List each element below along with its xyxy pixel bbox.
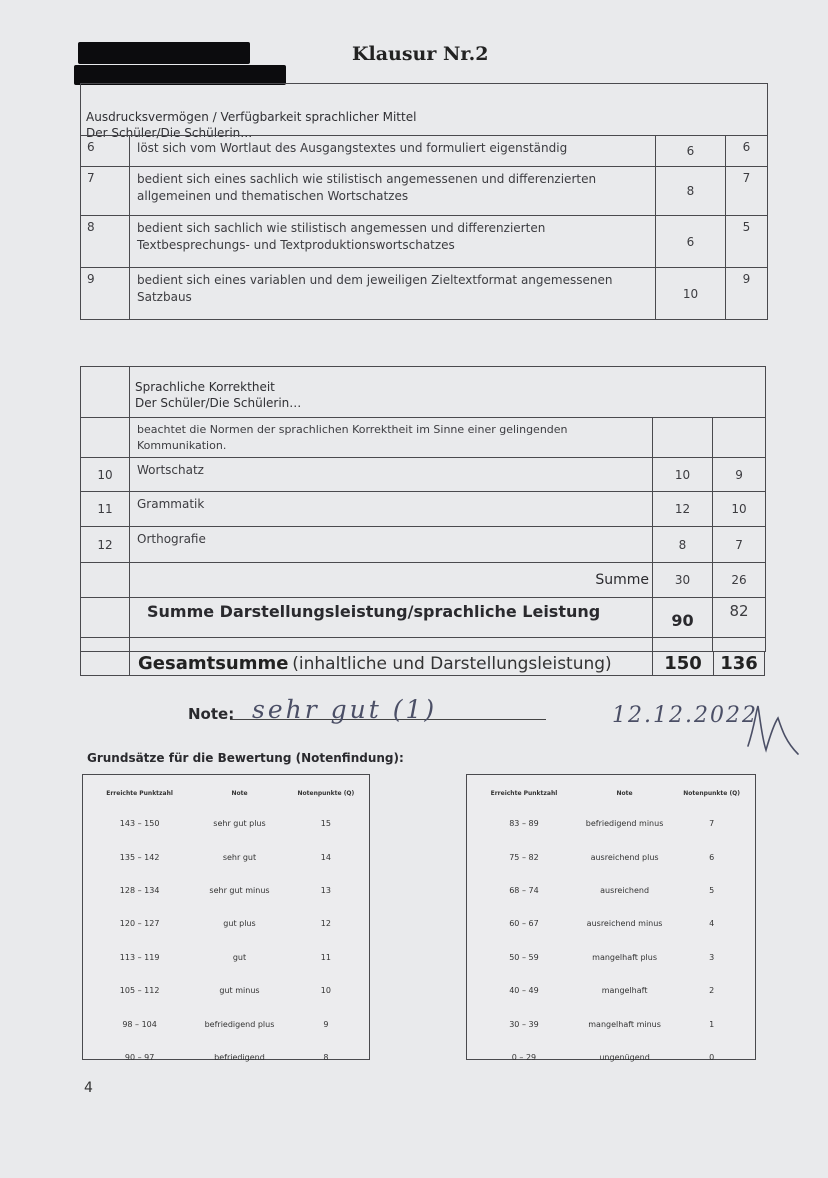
grade-points: 2 — [709, 986, 715, 996]
grade-label: gut — [232, 952, 247, 962]
table-row — [81, 458, 766, 492]
grade-row — [91, 941, 361, 974]
table-row — [81, 563, 766, 598]
column-header: Erreichte Punktzahl — [106, 789, 173, 797]
points-range: 75 – 82 — [509, 852, 539, 862]
points-range: 90 – 97 — [124, 1052, 155, 1062]
grading-table-right — [466, 774, 756, 1060]
criterion-number: 7 — [81, 167, 130, 216]
column-header: Notenpunkte (Q) — [683, 789, 741, 797]
darstellung-max: 90 — [653, 598, 713, 638]
grade-label: ausreichend — [600, 885, 650, 895]
gesamtsumme-row — [80, 651, 765, 676]
grade-row — [91, 840, 361, 873]
table-row — [81, 136, 768, 167]
table-row — [81, 268, 768, 320]
section2-intro: beachtet die Normen der sprachlichen Korrektheit im Sinne einer gelingenden Kommunikation. — [130, 418, 653, 458]
grade-label: befriedigend plus — [204, 1019, 275, 1029]
table-row — [81, 492, 766, 527]
darstellung-label: Summe Darstellungsleistung/sprachliche Leistung — [130, 598, 653, 638]
score-points: 5 — [726, 216, 768, 268]
score-points: 7 — [713, 527, 766, 563]
points-range: 30 – 39 — [509, 1019, 539, 1029]
grade-label: mangelhaft — [601, 986, 648, 996]
signature — [744, 698, 804, 758]
score-points: 9 — [713, 458, 766, 492]
max-points: 8 — [656, 167, 726, 216]
grade-points: 5 — [709, 885, 715, 895]
column-header: Note — [616, 789, 633, 797]
table-row — [81, 598, 766, 638]
page-number: 4 — [84, 1080, 93, 1096]
grade-points: 11 — [320, 952, 331, 962]
table-row — [81, 367, 766, 418]
score-points: 6 — [726, 136, 768, 167]
grade-label: sehr gut plus — [213, 819, 266, 829]
criteria-table-1 — [80, 135, 768, 320]
column-header: Erreichte Punktzahl — [490, 789, 558, 797]
criterion-number: 9 — [81, 268, 130, 320]
score-points: 10 — [713, 492, 766, 527]
gesamt-label: Gesamtsumme — [138, 653, 289, 674]
gesamt-score: 136 — [714, 652, 765, 676]
page-title: Klausur Nr.2 — [352, 43, 489, 65]
criterion-text: Grammatik — [130, 492, 653, 527]
grade-points: 8 — [323, 1052, 329, 1062]
table-row — [81, 418, 766, 458]
grade-row — [475, 1041, 747, 1074]
points-range: 68 – 74 — [509, 885, 539, 895]
grade-row — [475, 840, 747, 873]
grade-row — [475, 807, 747, 840]
criterion-text: bedient sich sachlich wie stilistisch angemessen und differenzierten Textbesprechungs- und Textproduktionswortschatzes — [130, 216, 656, 268]
criterion-number: 8 — [81, 216, 130, 268]
grade-row — [475, 1007, 747, 1040]
points-range: 83 – 89 — [509, 819, 539, 829]
section1-heading: Ausdrucksvermögen / Verfügbarkeit sprachlicher Mittel — [86, 110, 417, 124]
redaction-bar-1 — [78, 42, 250, 64]
section2-heading: Sprachliche Korrektheit — [135, 380, 275, 394]
note-label: Note: — [188, 705, 235, 723]
summe-score: 26 — [713, 563, 766, 598]
grade-row — [91, 874, 361, 907]
grade-points: 12 — [320, 919, 331, 929]
max-points: 6 — [656, 216, 726, 268]
max-points: 6 — [656, 136, 726, 167]
grade-label: mangelhaft minus — [588, 1019, 661, 1029]
score-points: 9 — [726, 268, 768, 320]
points-range: 0 – 29 — [511, 1052, 537, 1062]
criterion-text: bedient sich eines variablen und dem jeweiligen Zieltextformat angemessenen Satzbaus — [130, 268, 656, 320]
criterion-text: Orthografie — [130, 527, 653, 563]
max-points: 10 — [653, 458, 713, 492]
grade-row — [91, 807, 361, 840]
grade-points: 0 — [709, 1052, 715, 1062]
grade-points: 9 — [323, 1019, 329, 1029]
table-row — [81, 527, 766, 563]
points-range: 60 – 67 — [509, 919, 539, 929]
criterion-text: Wortschatz — [130, 458, 653, 492]
grade-points: 7 — [709, 819, 715, 829]
grade-points: 14 — [320, 852, 331, 862]
grading-table-left — [82, 774, 370, 1060]
points-range: 143 – 150 — [119, 819, 160, 829]
column-header: Notenpunkte (Q) — [297, 789, 355, 797]
score-points: 7 — [726, 167, 768, 216]
grade-label: ausreichend minus — [586, 919, 663, 929]
grade-row — [475, 941, 747, 974]
grade-points: 3 — [709, 952, 715, 962]
section-ausdruck — [80, 83, 768, 140]
criterion-text: löst sich vom Wortlaut des Ausgangstextes und formuliert eigenständig — [130, 136, 656, 167]
darstellung-score: 82 — [713, 598, 766, 638]
note-value: sehr gut (1) — [252, 695, 438, 724]
criterion-number: 11 — [81, 492, 130, 527]
points-range: 113 – 119 — [119, 952, 160, 962]
column-header: Note — [231, 789, 248, 797]
criterion-number: 12 — [81, 527, 130, 563]
points-range: 50 – 59 — [509, 952, 539, 962]
grade-label: befriedigend — [214, 1052, 265, 1062]
criteria-table-2 — [80, 366, 766, 652]
grade-points: 13 — [320, 885, 331, 895]
gesamt-max: 150 — [653, 652, 714, 676]
points-range: 105 – 112 — [119, 986, 160, 996]
points-range: 98 – 104 — [122, 1019, 157, 1029]
redaction-bar-2 — [74, 65, 286, 85]
grade-points: 10 — [320, 986, 331, 996]
grade-row — [475, 907, 747, 940]
table-row — [81, 167, 768, 216]
grade-points: 6 — [709, 852, 715, 862]
grade-label: mangelhaft plus — [592, 952, 658, 962]
grade-label: sehr gut minus — [209, 885, 270, 895]
grade-label: befriedigend minus — [585, 819, 664, 829]
summe-label: Summe — [130, 563, 653, 598]
grade-points: 4 — [709, 919, 715, 929]
grade-label: ausreichend plus — [590, 852, 659, 862]
note-date: 12.12.2022 — [612, 703, 758, 728]
grade-row — [475, 874, 747, 907]
grade-label: sehr gut — [222, 852, 257, 862]
summe-max: 30 — [653, 563, 713, 598]
max-points: 8 — [653, 527, 713, 563]
grading-heading: Grundsätze für die Bewertung (Notenfindung): — [87, 751, 404, 765]
gesamt-suffix: (inhaltliche und Darstellungsleistung) — [292, 654, 612, 674]
grade-label: ungenügend — [599, 1052, 650, 1062]
points-range: 128 – 134 — [119, 885, 160, 895]
criterion-number: 10 — [81, 458, 130, 492]
points-range: 120 – 127 — [119, 919, 160, 929]
grade-row — [91, 974, 361, 1007]
max-points: 10 — [656, 268, 726, 320]
points-range: 40 – 49 — [509, 986, 539, 996]
grade-points: 1 — [709, 1019, 715, 1029]
grade-row — [91, 907, 361, 940]
criterion-text: bedient sich eines sachlich wie stilistisch angemessenen und differenzierten allgemeinen und thematischen Wortschatzes — [130, 167, 656, 216]
grade-label: gut plus — [223, 919, 256, 929]
grade-label: gut minus — [219, 986, 260, 996]
section1-subheading: Der Schüler/Die Schülerin… — [86, 126, 253, 140]
grade-row — [91, 1041, 361, 1074]
points-range: 135 – 142 — [119, 852, 160, 862]
table-row — [81, 216, 768, 268]
grade-row — [475, 974, 747, 1007]
section2-subheading: Der Schüler/Die Schülerin… — [135, 396, 302, 410]
grade-row — [91, 1007, 361, 1040]
grade-points: 15 — [320, 819, 331, 829]
max-points: 12 — [653, 492, 713, 527]
section2-title — [130, 367, 766, 418]
criterion-number: 6 — [81, 136, 130, 167]
